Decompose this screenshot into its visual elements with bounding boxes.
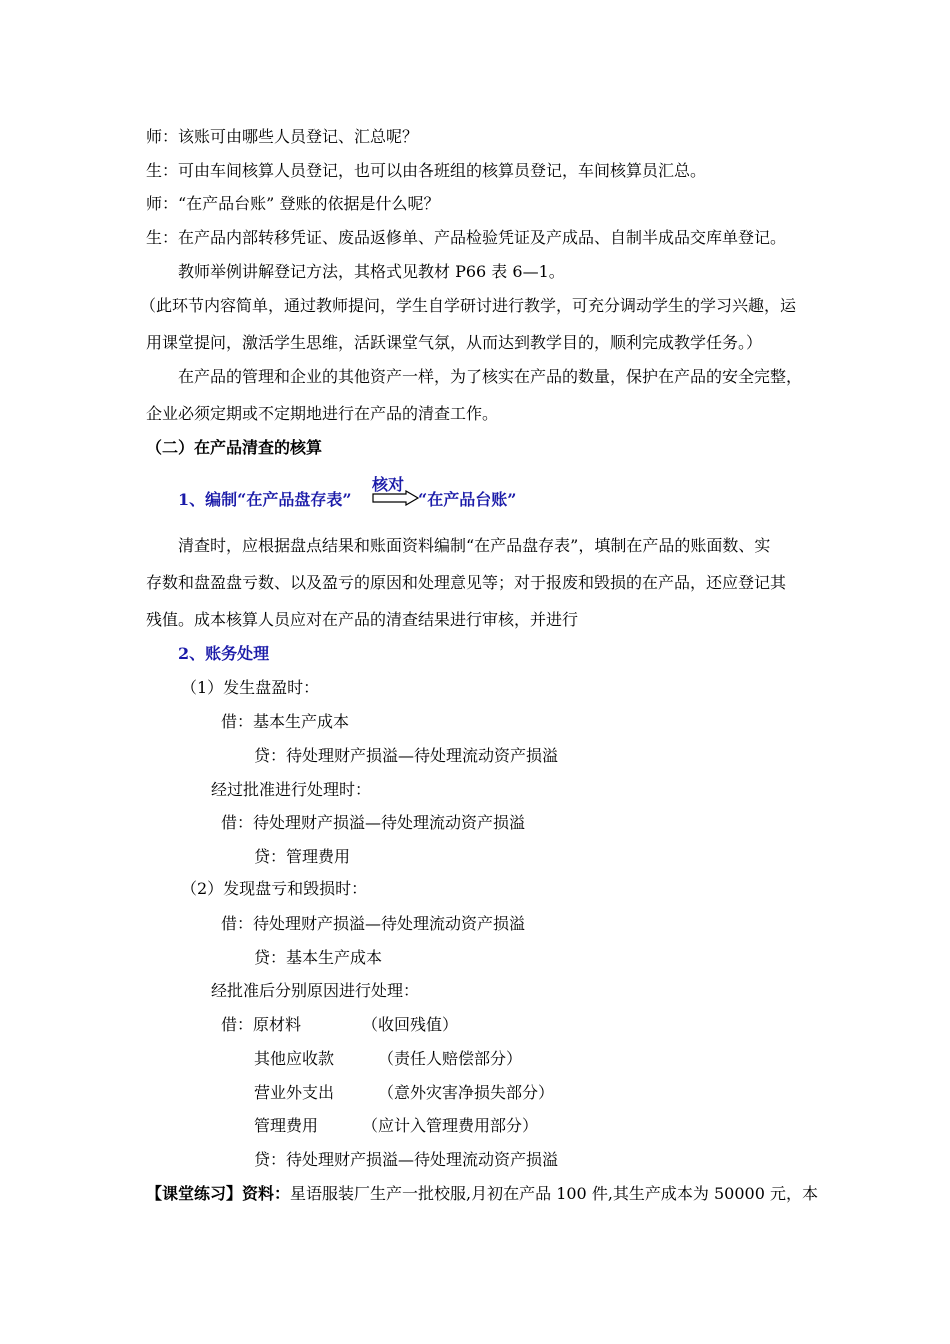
verify-arrow — [372, 476, 420, 510]
surplus-case-heading: （1）发生盘盈时： — [181, 678, 320, 697]
loss-approval-heading: 经批准后分别原因进行处理： — [211, 981, 420, 1000]
note-paragraph-line-2: 用课堂提问，激活学生思维，活跃课堂气氛，从而达到教学目的，顺利完成教学任务。） — [146, 333, 763, 352]
exercise-line — [146, 1183, 818, 1205]
entry-nonoperating-expense: 营业外支出 — [254, 1083, 335, 1102]
loss-case-heading: （2）发现盘亏和毁损时： — [181, 879, 368, 898]
entry-admin-expense-note: （应计入管理费用部分） — [362, 1116, 539, 1135]
loss-debit: 借：待处理财产损溢—待处理流动资产损溢 — [221, 914, 526, 933]
dialogue-student-1: 生：可由车间核算人员登记，也可以由各班组的核算员登记，车间核算员汇总。 — [146, 161, 707, 180]
intro-paragraph-line-2: 企业必须定期或不定期地进行在产品的清查工作。 — [146, 404, 499, 423]
check-paragraph-line-3: 残值。成本核算人员应对在产品的清查结果进行审核，并进行 — [146, 610, 579, 629]
entry-raw-materials: 借：原材料 — [221, 1015, 302, 1034]
intro-paragraph-line-1: 在产品的管理和企业的其他资产一样，为了核实在产品的数量，保护在产品的安全完整， — [178, 367, 803, 386]
dialogue-teacher-2: 师：“在产品台账” 登账的依据是什么呢？ — [146, 194, 440, 213]
surplus-approval-heading: 经过批准进行处理时： — [211, 780, 372, 799]
verify-arrow-label: 核对 — [372, 475, 405, 494]
surplus-credit: 贷：待处理财产损溢—待处理流动资产损溢 — [254, 746, 559, 765]
subheading-2: 2、账务处理 — [178, 644, 270, 663]
check-paragraph-line-1: 清查时，应根据盘点结果和账面资料编制“在产品盘存表”，填制在产品的账面数、实 — [178, 536, 771, 555]
entry-credit-pending: 贷：待处理财产损溢—待处理流动资产损溢 — [254, 1150, 559, 1169]
exercise-text: 星语服装厂生产一批校服,月初在产品 100 件,其生产成本为 50000 元，本 — [290, 1184, 818, 1203]
surplus-approval-credit: 贷：管理费用 — [254, 847, 351, 866]
entry-nonoperating-expense-note: （意外灾害净损失部分） — [378, 1083, 555, 1102]
section-heading: （二）在产品清查的核算 — [146, 438, 323, 457]
surplus-debit: 借：基本生产成本 — [221, 712, 350, 731]
dialogue-student-2: 生：在产品内部转移凭证、废品返修单、产品检验凭证及产成品、自制半成品交库单登记。 — [146, 228, 787, 247]
double-arrow-icon — [372, 490, 420, 506]
subheading-1-left: 1、编制“在产品盘存表” — [178, 490, 352, 509]
subheading-1-right: “在产品台账” — [418, 490, 517, 509]
note-paragraph-line-1: （此环节内容简单，通过教师提问，学生自学研讨进行教学，可充分调动学生的学习兴趣，运 — [140, 296, 797, 315]
entry-other-receivables: 其他应收款 — [254, 1049, 335, 1068]
check-paragraph-line-2: 存数和盘盈盘亏数、以及盈亏的原因和处理意见等；对于报废和毁损的在产品，还应登记其 — [146, 573, 787, 592]
loss-credit: 贷：基本生产成本 — [254, 948, 383, 967]
teacher-example-line: 教师举例讲解登记方法，其格式见教材 P66 表 6—1。 — [178, 262, 565, 281]
exercise-label: 【课堂练习】资料： — [146, 1184, 291, 1203]
entry-admin-expense: 管理费用 — [254, 1116, 319, 1135]
entry-other-receivables-note: （责任人赔偿部分） — [378, 1049, 523, 1068]
dialogue-teacher-1: 师：该账可由哪些人员登记、汇总呢？ — [146, 127, 419, 146]
surplus-approval-debit: 借：待处理财产损溢—待处理流动资产损溢 — [221, 813, 526, 832]
entry-raw-materials-note: （收回残值） — [362, 1015, 459, 1034]
